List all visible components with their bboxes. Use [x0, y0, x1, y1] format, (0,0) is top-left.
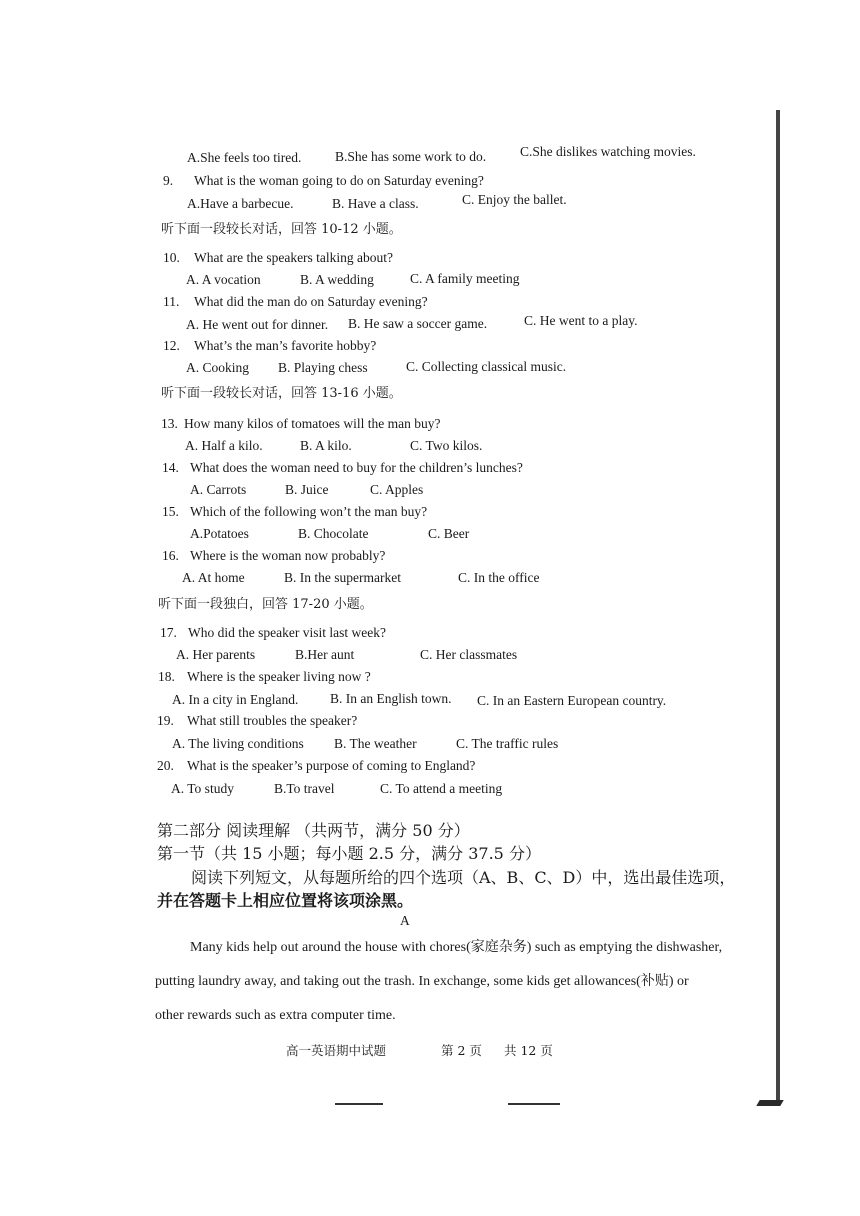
q17-option-a: A. Her parents	[176, 647, 256, 662]
q8-option-b: B.She has some work to do.	[335, 149, 487, 164]
q19-option-c: C. The traffic rules	[456, 736, 559, 751]
q18-option-b: B. In an English town.	[330, 691, 452, 706]
q15-option-c: C. Beer	[428, 526, 470, 541]
q13-number: 13.	[161, 416, 178, 431]
passage-line-2: putting laundry away, and taking out the trash. In exchange, some kids get allowances(补贴) or	[155, 974, 689, 989]
q17-number: 17.	[160, 625, 177, 640]
section1-heading: 第一节（共 15 小题；每小题 2.5 分，满分 37.5 分）	[157, 844, 541, 863]
q9-option-c: C. Enjoy the ballet.	[462, 192, 567, 207]
instruction-10-12: 听下面一段较长对话，回答 10-12 小题。	[161, 222, 402, 237]
instruction-17-20: 听下面一段独白，回答 17-20 小题。	[158, 597, 373, 612]
q20-option-c: C. To attend a meeting	[380, 781, 503, 796]
q16-option-c: C. In the office	[458, 570, 540, 585]
part2-heading: 第二部分 阅读理解 （共两节，满分 50 分）	[157, 821, 470, 840]
q14-number: 14.	[162, 460, 179, 475]
q18-question: Where is the speaker living now ?	[187, 669, 371, 684]
q8-option-a: A.She feels too tired.	[187, 150, 302, 165]
q16-option-a: A. At home	[182, 570, 245, 585]
q14-option-c: C. Apples	[370, 482, 424, 497]
footer-total-pages: 共 12 页	[504, 1043, 553, 1058]
q19-option-b: B. The weather	[334, 736, 417, 751]
reading-instruction-line2: 并在答题卡上相应位置将该项涂黑。	[157, 891, 414, 910]
page-binding-edge	[776, 110, 780, 1105]
q15-number: 15.	[162, 504, 179, 519]
passage-label: A	[400, 913, 410, 928]
bottom-divider-left	[335, 1103, 383, 1105]
q9-option-b: B. Have a class.	[332, 196, 419, 211]
q19-question: What still troubles the speaker?	[187, 713, 358, 728]
q17-option-b: B.Her aunt	[295, 647, 355, 662]
q10-option-a: A. A vocation	[186, 272, 261, 287]
q15-question: Which of the following won’t the man buy?	[190, 504, 428, 519]
footer-page-number: 第 2 页	[441, 1043, 482, 1058]
q16-question: Where is the woman now probably?	[190, 548, 386, 563]
q15-option-b: B. Chocolate	[298, 526, 369, 541]
q11-number: 11.	[163, 294, 180, 309]
q18-number: 18.	[158, 669, 175, 684]
q14-question: What does the woman need to buy for the children’s lunches?	[190, 460, 523, 475]
q12-question: What’s the man’s favorite hobby?	[194, 338, 377, 353]
q11-question: What did the man do on Saturday evening?	[194, 294, 428, 309]
bottom-divider-right	[508, 1103, 560, 1105]
q16-option-b: B. In the supermarket	[284, 570, 401, 585]
passage-line-1: Many kids help out around the house with chores(家庭杂务) such as emptying the dishwasher,	[190, 940, 723, 955]
passage-line-3: other rewards such as extra computer time.	[155, 1008, 396, 1023]
q18-option-a: A. In a city in England.	[172, 692, 299, 707]
instruction-13-16: 听下面一段较长对话，回答 13-16 小题。	[161, 386, 402, 401]
q9-number: 9.	[163, 173, 174, 188]
q9-question: What is the woman going to do on Saturday evening?	[194, 173, 484, 188]
q9-option-a: A.Have a barbecue.	[187, 196, 294, 211]
q12-option-a: A. Cooking	[186, 360, 250, 375]
q19-option-a: A. The living conditions	[172, 736, 304, 751]
q17-option-c: C. Her classmates	[420, 647, 518, 662]
q11-option-a: A. He went out for dinner.	[186, 317, 329, 332]
q13-option-c: C. Two kilos.	[410, 438, 483, 453]
q20-option-b: B.To travel	[274, 781, 335, 796]
q11-option-b: B. He saw a soccer game.	[348, 316, 488, 331]
footer-exam-title: 高一英语期中试题	[286, 1043, 387, 1058]
q10-question: What are the speakers talking about?	[194, 250, 394, 265]
q20-number: 20.	[157, 758, 174, 773]
q10-option-b: B. A wedding	[300, 272, 374, 287]
q15-option-a: A.Potatoes	[190, 526, 249, 541]
reading-instruction-line1: 阅读下列短文，从每题所给的四个选项（A、B、C、D）中，选出最佳选项，	[191, 868, 736, 887]
q10-option-c: C. A family meeting	[410, 271, 520, 286]
q13-option-a: A. Half a kilo.	[185, 438, 263, 453]
q12-option-b: B. Playing chess	[278, 360, 368, 375]
page-binding-corner	[756, 1100, 783, 1106]
q20-option-a: A. To study	[171, 781, 234, 796]
q12-number: 12.	[163, 338, 180, 353]
q13-option-b: B. A kilo.	[300, 438, 352, 453]
q17-question: Who did the speaker visit last week?	[188, 625, 386, 640]
q14-option-a: A. Carrots	[190, 482, 247, 497]
q8-option-c: C.She dislikes watching movies.	[520, 144, 696, 159]
q18-option-c: C. In an Eastern European country.	[477, 693, 667, 708]
q13-question: How many kilos of tomatoes will the man buy?	[184, 416, 441, 431]
q20-question: What is the speaker’s purpose of coming to England?	[187, 758, 476, 773]
q12-option-c: C. Collecting classical music.	[406, 359, 567, 374]
q10-number: 10.	[163, 250, 180, 265]
q16-number: 16.	[162, 548, 179, 563]
q14-option-b: B. Juice	[285, 482, 329, 497]
q11-option-c: C. He went to a play.	[524, 313, 638, 328]
q19-number: 19.	[157, 713, 174, 728]
